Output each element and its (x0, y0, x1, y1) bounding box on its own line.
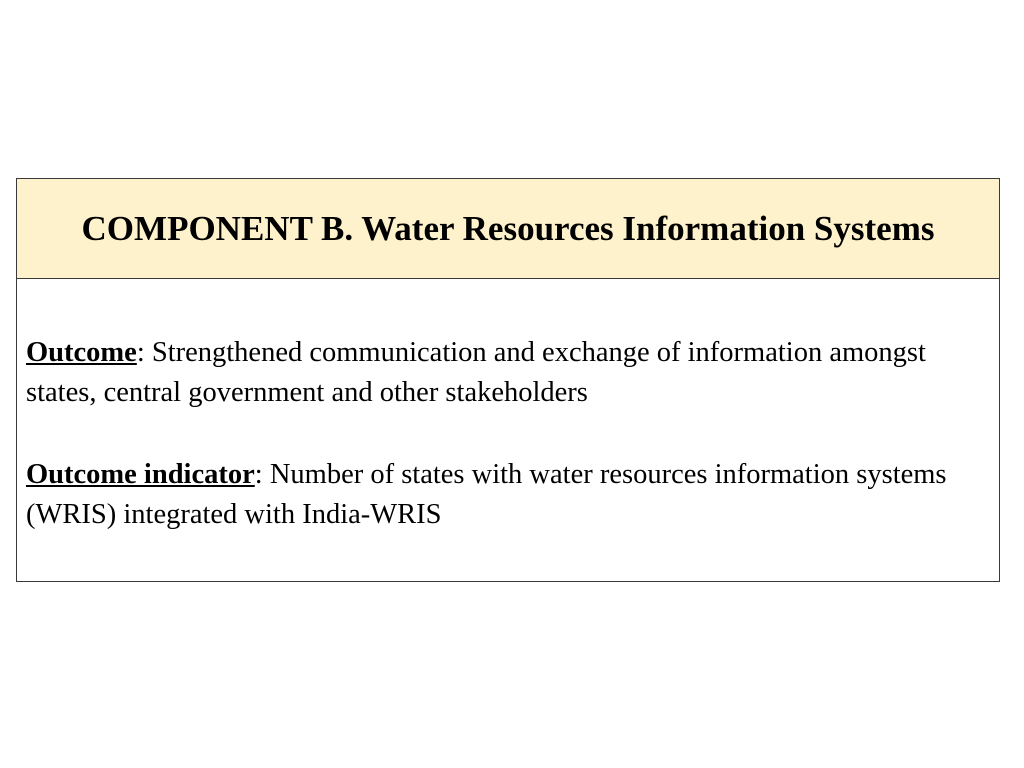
outcome-paragraph (26, 333, 989, 413)
table-header-cell (17, 179, 999, 279)
outcome-indicator-separator: : (254, 459, 263, 490)
outcome-separator: : (136, 337, 145, 368)
outcome-indicator-term: Outcome indicator (26, 459, 255, 490)
component-table (16, 178, 1000, 582)
outcome-indicator-text: Number of states with water resources information systems (WRIS) integrated with India-WRIS (26, 459, 947, 530)
component-title: COMPONENT B. Water Resources Information Systems (81, 208, 935, 248)
table-body-cell (17, 279, 999, 581)
outcome-text: Strengthened communication and exchange of information amongst states, central government and other stakeholders (26, 337, 926, 408)
outcome-indicator-paragraph (26, 455, 989, 535)
outcome-term: Outcome (26, 337, 137, 368)
